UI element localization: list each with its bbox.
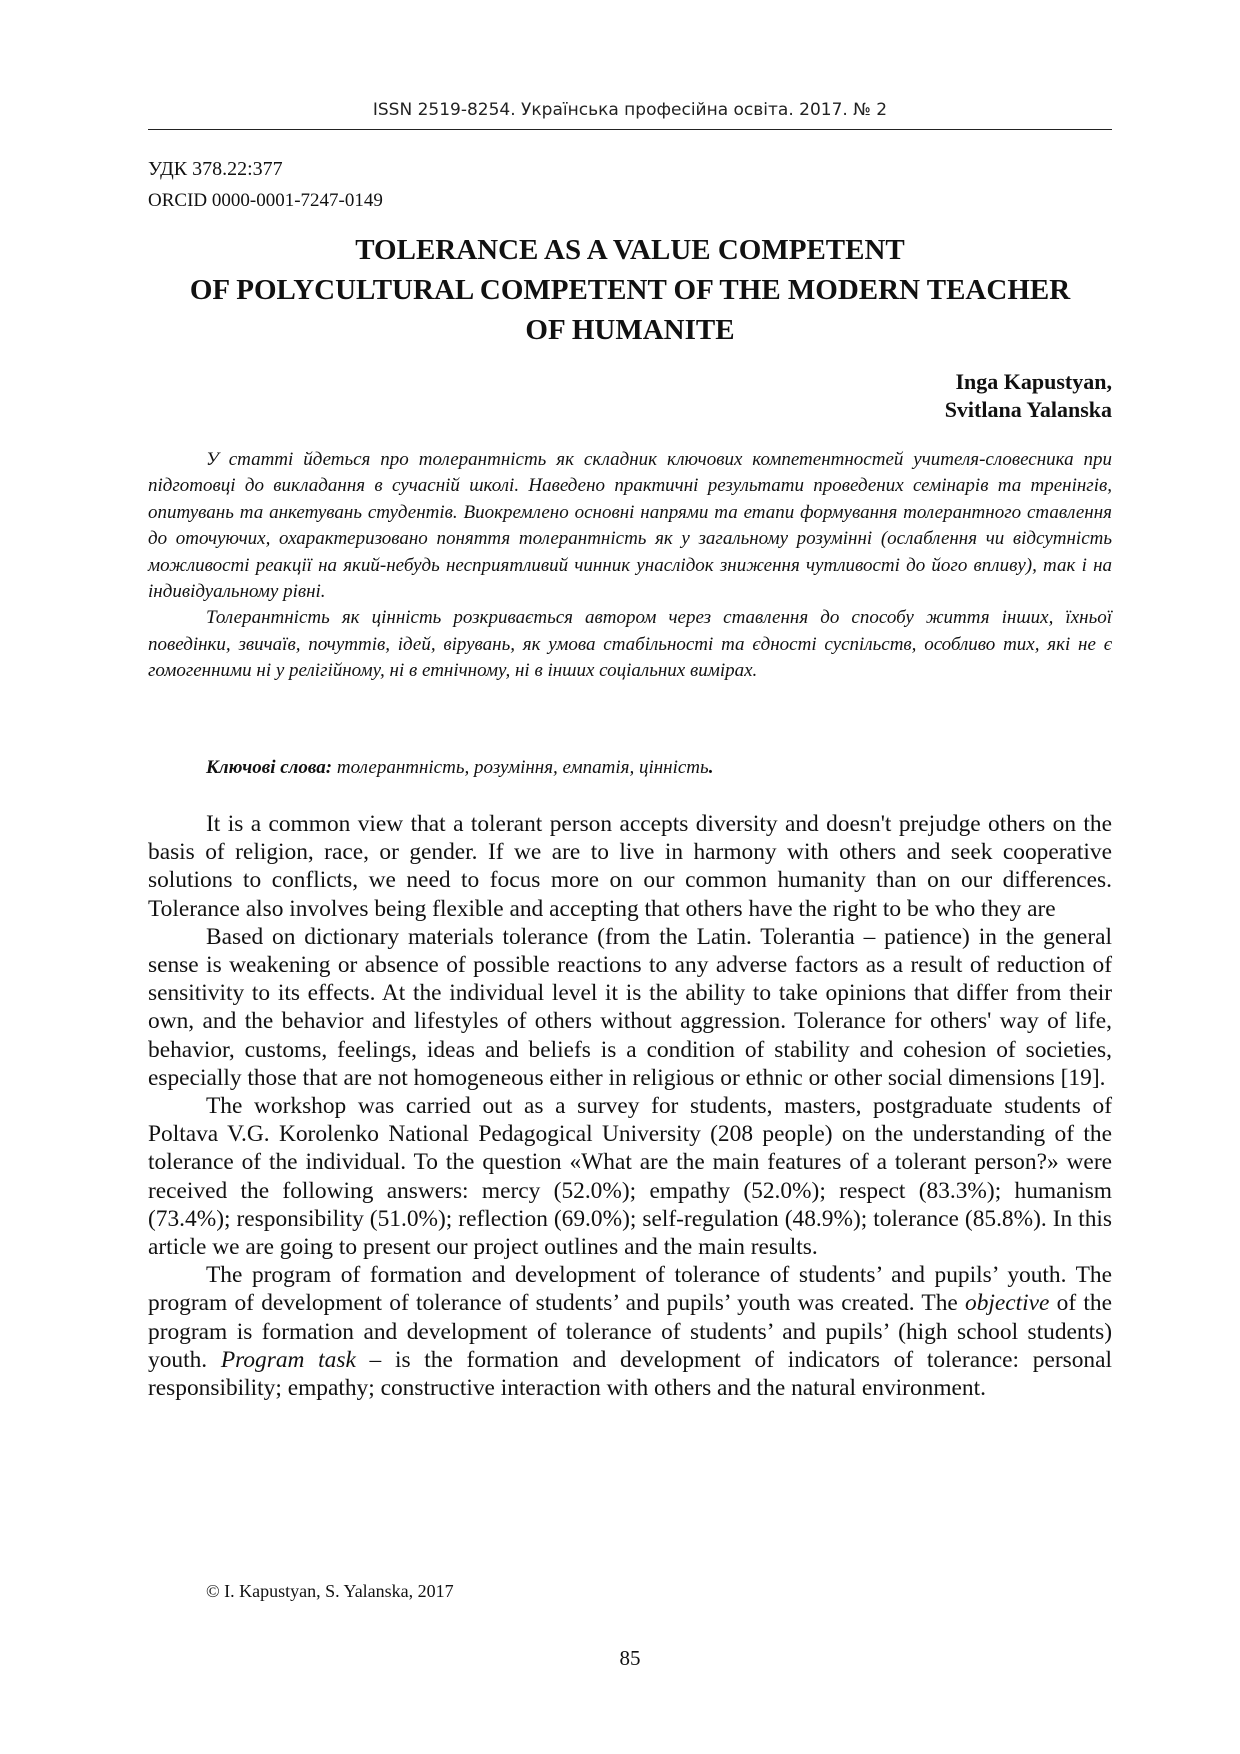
authors: [945, 368, 1112, 424]
body-paragraph: [148, 1261, 1112, 1402]
body-text-segment: – is the formation and development of indicators of tolerance: personal responsibility; empathy; constructive interaction with others and the natural environment.: [148, 1346, 1112, 1402]
abstract-paragraph: Толерантність як цінність розкривається автором через ставлення до способу життя інших, їхньої поведінки, звичаїв, почуттів, ідей, вірувань, як умова стабільності та єдності суспільств, особливо тих, які не є гомогенними ні у релігійному, ні в етнічному, ні в інших соціальних вимірах.: [148, 607, 1112, 682]
title-line-1: TOLERANCE AS A VALUE COMPETENT: [355, 234, 905, 266]
udc-code: УДК 378.22:377: [148, 158, 283, 180]
abstract-paragraph: У статті йдеться про толерантність як складник ключових компетентностей учителя-словесника при підготовці до викладання в сучасній школі. Наведено практичні результати проведених семінарів та тренінгів, опитувань та анкетувань студентів. Виокремлено основні напрями та етапи формування толерантного ставлення до оточуючих, охарактеризовано поняття толерантність як у загальному розумінні (ослаблення чи відсутність можливості реакції на який-небудь несприятливий чинник унаслідок зниження чутливості до його впливу), так і на індивідуальному рівні.: [148, 449, 1112, 603]
copyright-notice: © I. Kapustyan, S. Yalanska, 2017: [206, 1581, 454, 1601]
author-1: Inga Kapustyan,: [955, 369, 1112, 394]
body-paragraph: It is a common view that a tolerant person accepts diversity and doesn't prejudge others on the basis of religion, race, or gender. If we are to live in harmony with others and seek cooperative solutions to conflicts, we need to focus more on our common humanity than on our differences. Tolerance also involves being flexible and accepting that others have the right to be who they are: [148, 811, 1112, 922]
body-italic-term: Program task: [220, 1346, 356, 1373]
body-italic-term: objective: [965, 1290, 1050, 1317]
keywords: [148, 755, 1112, 781]
body-text-segment: The program of formation and development of tolerance of students’ and pupils’ youth. The program of development of tolerance of students’ and pupils’ youth was created. The: [148, 1262, 1112, 1317]
author-2: Svitlana Yalanska: [944, 397, 1112, 422]
running-head: ISSN 2519-8254. Українська професійна освіта. 2017. № 2: [372, 100, 888, 120]
article-title: [148, 230, 1112, 350]
title-line-2: OF POLYCULTURAL COMPETENT OF THE MODERN TEACHER: [189, 274, 1071, 306]
title-line-3: OF HUMANITE: [525, 314, 735, 346]
abstract: [148, 447, 1112, 685]
article-body: [148, 810, 1112, 1402]
keywords-end: .: [708, 757, 714, 778]
header-rule: [148, 129, 1112, 130]
keywords-label: Ключові слова:: [206, 757, 333, 778]
page-number: 85: [619, 1646, 641, 1670]
article-page: [148, 0, 1112, 1754]
body-text-segment: of the program is formation and development of tolerance of students’ and pupils’ (high school students) youth.: [148, 1290, 1112, 1373]
orcid-id: ORCID 0000-0001-7247-0149: [148, 190, 383, 211]
body-paragraph: Based on dictionary materials tolerance (from the Latin. Tolerantia – patience) in the general sense is weakening or absence of possible reactions to any adverse factors as a result of reduction of sensitivity to its effects. At the individual level it is the ability to take opinions that differ from their own, and the behavior and lifestyles of others without aggression. Tolerance for others' way of life, behavior, customs, feelings, ideas and beliefs is a condition of stability and cohesion of societies, especially those that are not homogeneous either in religious or ethnic or other social dimensions [19].: [148, 923, 1112, 1091]
body-paragraph: The workshop was carried out as a survey for students, masters, postgraduate students of Poltava V.G. Korolenko National Pedagogical University (208 people) on the understanding of the tolerance of the individual. To the question «What are the main features of a tolerant person?» were received the following answers: mercy (52.0%); empathy (52.0%); respect (83.3%); humanism (73.4%); responsibility (51.0%); reflection (69.0%); self-regulation (48.9%); tolerance (85.8%). In this article we are going to present our project outlines and the main results.: [148, 1093, 1112, 1261]
keywords-text: толерантність, розуміння, емпатія, цінність: [332, 757, 709, 778]
